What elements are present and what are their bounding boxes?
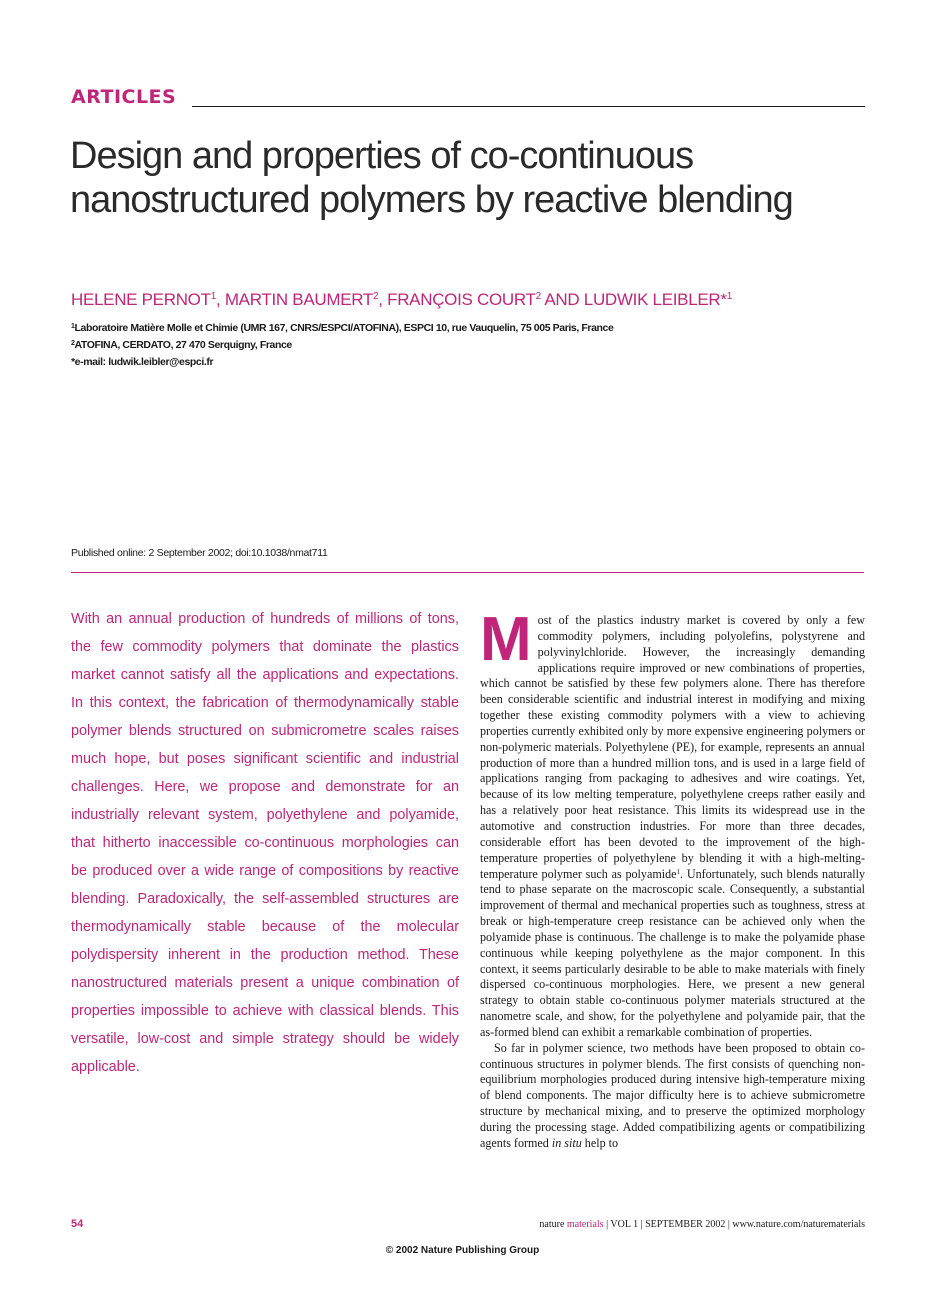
body-text-segment: ost of the plastics industry market is covered by only a few commodity polymers, including polyolefins, polystyrene and polyvinylchloride. However, the increasingly demanding applications require improved or new combinations of properties, which cannot be satisfied by these few polymers alone. There has therefore been considerable scientific and industrial interest in modifying and mixing together these existing commodity polymers with a view to achieving properties currently exhibited only by more expensive engineering polymers or non-polymeric materials. Polyethylene (PE), for example, represents an annual production of more than a hundred million tons, and is used in a large field of applications ranging from packaging to adhesives and wire coatings. Yet, because of its low melting temperature, polyethylene creeps rather easily and has a relatively poor heat resistance. This limits its widespread use in the automotive and construction industries. For more than three decades, considerable effort has been devoted to the improvement of the high-temperature properties of polyethylene by blending it with a high-melting-temperature polymer such as polyamide xyxy=(480,613,865,881)
author-list xyxy=(71,290,732,310)
author-separator: AND xyxy=(540,290,584,309)
body-paragraph xyxy=(480,1041,865,1152)
journal-footer xyxy=(539,1219,865,1230)
body-text-segment: So far in polymer science, two methods have been proposed to obtain co-continuous structures in polymer blends. The first consists of quenching non-equilibrium morphologies produced during intensive high-temperature mixing of blend components. The major difficulty here is to achieve submicrometre structure by mechanical mixing, and to preserve the optimized morphology during the processing stage. Added compatibilizing agents or compatibilizing agents formed xyxy=(480,1040,865,1150)
author-separator: , xyxy=(378,290,388,309)
affiliation-text: ATOFINA, CERDATO, 27 470 Serquigny, France xyxy=(74,339,292,351)
author-name: MARTIN BAUMERT xyxy=(224,290,373,309)
reference-marker[interactable]: 1 xyxy=(676,867,681,876)
section-divider xyxy=(71,572,864,573)
author-affil-ref: 2 xyxy=(373,291,379,302)
author-name: FRANÇOIS COURT xyxy=(387,290,536,309)
author-name: LUDWIK LEIBLER* xyxy=(583,290,727,309)
corresponding-email[interactable]: *e-mail: ludwik.leibler@espci.fr xyxy=(71,356,214,368)
affiliation-number: 1 xyxy=(71,323,75,330)
copyright-notice: © 2002 Nature Publishing Group xyxy=(385,1245,540,1256)
body-text-segment: . Unfortunately, such blends naturally tend to phase separate on the macroscopic scale. Consequently, a substantial improvement of thermal and mechanical properties such as toughness, stress at break or high-temperature creep resistance can be achieved only when the polyamide phase is continuous. The challenge is to make the polyamide phase continuous while keeping polyethylene as the major component. In this context, it seems particularly desirable to be able to make materials with finely dispersed co-continuous morphologies. Here, we present a new general strategy to obtain stable co-continuous polymer materials structured at the nanometre scale, and show, for the polyethylene and polyamide pair, that the as-formed blend can exhibit a remarkable combination of properties. xyxy=(480,866,866,1039)
publication-info: Published online: 2 September 2002; doi:10.1038/nmat711 xyxy=(71,547,328,559)
affiliation xyxy=(71,339,292,351)
affiliation-text: Laboratoire Matière Molle et Chimie (UMR 167, CNRS/ESPCI/ATOFINA), ESPCI 10, rue Vauquelin, 75 005 Paris, France xyxy=(74,322,614,334)
article-body xyxy=(480,605,866,1152)
author-affil-ref: 2 xyxy=(535,291,541,302)
body-text-emphasis: in situ xyxy=(551,1135,582,1150)
author-affil-ref: 1 xyxy=(726,291,732,302)
journal-prefix: nature xyxy=(539,1219,567,1230)
journal-name: materials xyxy=(566,1219,604,1230)
body-text-segment: help to xyxy=(581,1135,619,1150)
author-separator: , xyxy=(215,290,225,309)
section-label: ARTICLES xyxy=(71,86,177,108)
author-affil-ref: 1 xyxy=(210,291,216,302)
drop-cap: M xyxy=(480,605,532,674)
page-number: 54 xyxy=(71,1218,84,1230)
header-rule xyxy=(192,106,865,107)
abstract: With an annual production of hundreds of millions of tons, the few commodity polymers that dominate the plastics market cannot satisfy all the applications and expectations. In this context, the fabrication of thermodynamically stable polymer blends structured on submicrometre scales raises much hope, but poses significant scientific and industrial challenges. Here, we propose and demonstrate for an industrially relevant system, polyethylene and polyamide, that hitherto inaccessible co-continuous morphologies can be produced over a wide range of compositions by reactive blending. Paradoxically, the self-assembled structures are thermodynamically stable because of the molecular polydispersity inherent in the production method. These nanostructured materials present a unique combination of properties impossible to achieve with classical blends. This versatile, low-cost and simple strategy should be widely applicable. xyxy=(71,611,459,1075)
affiliation xyxy=(71,322,613,334)
article-title: Design and properties of co-continuous nanostructured polymers by reactive blending xyxy=(70,135,793,221)
journal-details: | VOL 1 | SEPTEMBER 2002 | www.nature.com/naturematerials xyxy=(603,1219,865,1230)
affiliation-number: 2 xyxy=(71,340,75,347)
body-paragraph xyxy=(480,605,866,1041)
author-name: HELENE PERNOT xyxy=(71,290,211,309)
